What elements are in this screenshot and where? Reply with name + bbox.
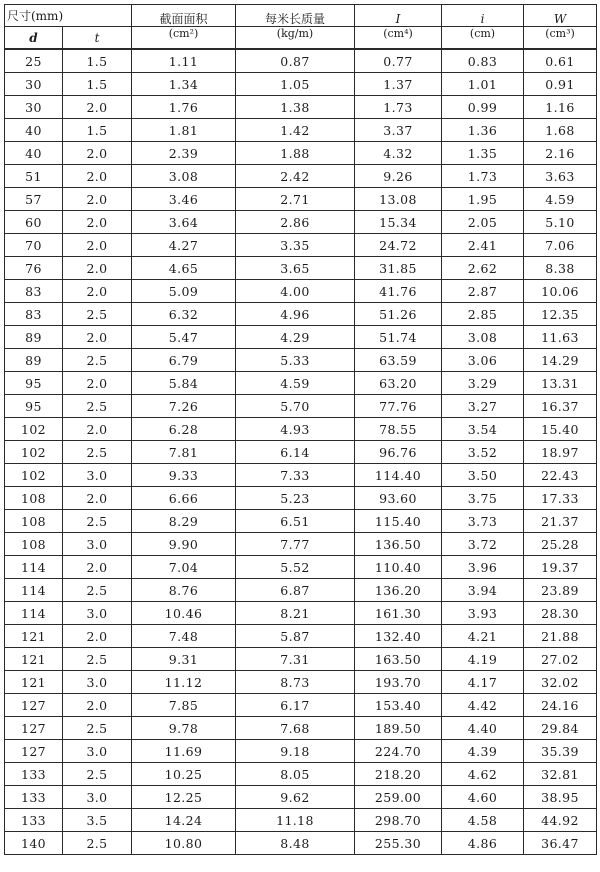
cell-W: 22.43 bbox=[524, 464, 597, 487]
cell-I: 3.37 bbox=[355, 119, 442, 142]
cell-I: 41.76 bbox=[355, 280, 442, 303]
table-row bbox=[5, 464, 597, 487]
cell-i: 0.83 bbox=[442, 49, 524, 73]
cell-mass: 9.62 bbox=[236, 786, 355, 809]
cell-t: 2.0 bbox=[63, 234, 132, 257]
cell-I: 15.34 bbox=[355, 211, 442, 234]
cell-d: 95 bbox=[5, 395, 63, 418]
cell-mass: 8.05 bbox=[236, 763, 355, 786]
cell-I: 136.20 bbox=[355, 579, 442, 602]
table-row bbox=[5, 625, 597, 648]
cell-I: 9.26 bbox=[355, 165, 442, 188]
cell-t: 2.5 bbox=[63, 648, 132, 671]
cell-I: 114.40 bbox=[355, 464, 442, 487]
cell-d: 83 bbox=[5, 303, 63, 326]
cell-mass: 11.18 bbox=[236, 809, 355, 832]
cell-t: 2.5 bbox=[63, 763, 132, 786]
cell-d: 140 bbox=[5, 832, 63, 855]
cell-W: 13.31 bbox=[524, 372, 597, 395]
cell-mass: 1.05 bbox=[236, 73, 355, 96]
cell-W: 19.37 bbox=[524, 556, 597, 579]
cell-i: 4.17 bbox=[442, 671, 524, 694]
cell-mass: 6.14 bbox=[236, 441, 355, 464]
table-row bbox=[5, 648, 597, 671]
cell-t: 2.0 bbox=[63, 326, 132, 349]
table-row bbox=[5, 49, 597, 73]
cell-d: 40 bbox=[5, 142, 63, 165]
cell-t: 2.0 bbox=[63, 418, 132, 441]
cell-area: 5.47 bbox=[132, 326, 236, 349]
cell-t: 2.0 bbox=[63, 372, 132, 395]
cell-t: 2.0 bbox=[63, 257, 132, 280]
cell-area: 6.66 bbox=[132, 487, 236, 510]
table-row bbox=[5, 556, 597, 579]
cell-W: 7.06 bbox=[524, 234, 597, 257]
cell-mass: 4.59 bbox=[236, 372, 355, 395]
cell-t: 2.5 bbox=[63, 303, 132, 326]
cell-area: 5.84 bbox=[132, 372, 236, 395]
mass-header: 每米长质量 bbox=[236, 5, 355, 27]
section-modulus-unit: (cm³) bbox=[524, 27, 597, 50]
cell-mass: 4.93 bbox=[236, 418, 355, 441]
cell-t: 2.5 bbox=[63, 441, 132, 464]
cell-d: 127 bbox=[5, 740, 63, 763]
cell-area: 5.09 bbox=[132, 280, 236, 303]
cell-W: 38.95 bbox=[524, 786, 597, 809]
cell-W: 0.61 bbox=[524, 49, 597, 73]
cell-W: 23.89 bbox=[524, 579, 597, 602]
cell-d: 102 bbox=[5, 441, 63, 464]
cell-W: 16.37 bbox=[524, 395, 597, 418]
table-row bbox=[5, 671, 597, 694]
cell-t: 2.0 bbox=[63, 142, 132, 165]
cell-mass: 1.38 bbox=[236, 96, 355, 119]
cell-t: 2.0 bbox=[63, 188, 132, 211]
cell-W: 1.16 bbox=[524, 96, 597, 119]
cell-t: 2.5 bbox=[63, 579, 132, 602]
cell-W: 8.38 bbox=[524, 257, 597, 280]
cell-d: 60 bbox=[5, 211, 63, 234]
cell-I: 218.20 bbox=[355, 763, 442, 786]
table-row bbox=[5, 602, 597, 625]
table-row bbox=[5, 832, 597, 855]
cell-area: 6.28 bbox=[132, 418, 236, 441]
cell-mass: 7.77 bbox=[236, 533, 355, 556]
cell-W: 21.37 bbox=[524, 510, 597, 533]
cell-area: 6.79 bbox=[132, 349, 236, 372]
cell-mass: 8.73 bbox=[236, 671, 355, 694]
cell-i: 3.72 bbox=[442, 533, 524, 556]
cell-area: 6.32 bbox=[132, 303, 236, 326]
cell-d: 133 bbox=[5, 786, 63, 809]
cell-d: 127 bbox=[5, 717, 63, 740]
cell-I: 132.40 bbox=[355, 625, 442, 648]
cell-I: 93.60 bbox=[355, 487, 442, 510]
cell-I: 161.30 bbox=[355, 602, 442, 625]
cell-W: 4.59 bbox=[524, 188, 597, 211]
cell-i: 4.60 bbox=[442, 786, 524, 809]
cell-i: 2.87 bbox=[442, 280, 524, 303]
cell-area: 7.81 bbox=[132, 441, 236, 464]
cell-d: 25 bbox=[5, 49, 63, 73]
cell-area: 7.85 bbox=[132, 694, 236, 717]
cell-W: 15.40 bbox=[524, 418, 597, 441]
cell-mass: 3.35 bbox=[236, 234, 355, 257]
cell-t: 2.0 bbox=[63, 280, 132, 303]
cell-area: 9.31 bbox=[132, 648, 236, 671]
cell-I: 78.55 bbox=[355, 418, 442, 441]
cell-W: 2.16 bbox=[524, 142, 597, 165]
cell-d: 114 bbox=[5, 579, 63, 602]
cell-I: 259.00 bbox=[355, 786, 442, 809]
cell-mass: 5.23 bbox=[236, 487, 355, 510]
cell-i: 3.08 bbox=[442, 326, 524, 349]
table-row bbox=[5, 234, 597, 257]
cell-d: 108 bbox=[5, 510, 63, 533]
cell-i: 1.36 bbox=[442, 119, 524, 142]
cell-mass: 7.33 bbox=[236, 464, 355, 487]
cell-d: 70 bbox=[5, 234, 63, 257]
cell-i: 3.94 bbox=[442, 579, 524, 602]
cell-i: 4.21 bbox=[442, 625, 524, 648]
cell-mass: 6.51 bbox=[236, 510, 355, 533]
cell-t: 2.5 bbox=[63, 717, 132, 740]
cell-W: 14.29 bbox=[524, 349, 597, 372]
cell-i: 4.40 bbox=[442, 717, 524, 740]
cell-i: 2.05 bbox=[442, 211, 524, 234]
cell-i: 1.35 bbox=[442, 142, 524, 165]
table-row bbox=[5, 395, 597, 418]
cell-d: 95 bbox=[5, 372, 63, 395]
cell-area: 3.46 bbox=[132, 188, 236, 211]
cell-area: 3.64 bbox=[132, 211, 236, 234]
cell-i: 2.41 bbox=[442, 234, 524, 257]
cell-area: 1.76 bbox=[132, 96, 236, 119]
cell-t: 3.0 bbox=[63, 740, 132, 763]
table-row bbox=[5, 142, 597, 165]
cell-mass: 5.70 bbox=[236, 395, 355, 418]
table-row bbox=[5, 119, 597, 142]
cell-mass: 8.21 bbox=[236, 602, 355, 625]
cell-i: 3.29 bbox=[442, 372, 524, 395]
cell-d: 40 bbox=[5, 119, 63, 142]
cell-i: 4.19 bbox=[442, 648, 524, 671]
cell-area: 7.26 bbox=[132, 395, 236, 418]
cell-I: 136.50 bbox=[355, 533, 442, 556]
cell-I: 163.50 bbox=[355, 648, 442, 671]
cell-i: 3.96 bbox=[442, 556, 524, 579]
cell-d: 108 bbox=[5, 487, 63, 510]
moment-of-inertia-header: I bbox=[355, 5, 442, 27]
cell-area: 1.34 bbox=[132, 73, 236, 96]
cell-W: 5.10 bbox=[524, 211, 597, 234]
cell-t: 3.0 bbox=[63, 786, 132, 809]
area-header: 截面面积 bbox=[132, 5, 236, 27]
table-row bbox=[5, 579, 597, 602]
cell-mass: 9.18 bbox=[236, 740, 355, 763]
cell-W: 27.02 bbox=[524, 648, 597, 671]
cell-i: 1.73 bbox=[442, 165, 524, 188]
cell-area: 4.27 bbox=[132, 234, 236, 257]
cell-d: 89 bbox=[5, 326, 63, 349]
cell-I: 1.73 bbox=[355, 96, 442, 119]
table-row bbox=[5, 809, 597, 832]
cell-d: 102 bbox=[5, 464, 63, 487]
cell-t: 3.0 bbox=[63, 533, 132, 556]
cell-t: 2.0 bbox=[63, 211, 132, 234]
cell-W: 11.63 bbox=[524, 326, 597, 349]
cell-d: 30 bbox=[5, 73, 63, 96]
cell-area: 1.11 bbox=[132, 49, 236, 73]
cell-i: 3.27 bbox=[442, 395, 524, 418]
radius-of-gyration-unit: (cm) bbox=[442, 27, 524, 50]
cell-area: 2.39 bbox=[132, 142, 236, 165]
cell-I: 115.40 bbox=[355, 510, 442, 533]
cell-i: 2.62 bbox=[442, 257, 524, 280]
table-header bbox=[5, 5, 597, 50]
cell-area: 8.29 bbox=[132, 510, 236, 533]
cell-d: 133 bbox=[5, 763, 63, 786]
table-body bbox=[5, 49, 597, 855]
cell-I: 0.77 bbox=[355, 49, 442, 73]
table-row bbox=[5, 349, 597, 372]
cell-I: 51.26 bbox=[355, 303, 442, 326]
cell-I: 189.50 bbox=[355, 717, 442, 740]
cell-area: 9.78 bbox=[132, 717, 236, 740]
table-row bbox=[5, 786, 597, 809]
cell-mass: 4.96 bbox=[236, 303, 355, 326]
mass-unit: (kg/m) bbox=[236, 27, 355, 50]
area-unit: (cm²) bbox=[132, 27, 236, 50]
cell-t: 1.5 bbox=[63, 49, 132, 73]
cell-i: 4.86 bbox=[442, 832, 524, 855]
header-row-1 bbox=[5, 5, 597, 27]
cell-d: 114 bbox=[5, 556, 63, 579]
table-row bbox=[5, 257, 597, 280]
cell-W: 18.97 bbox=[524, 441, 597, 464]
diameter-header: d bbox=[5, 27, 63, 50]
table-row bbox=[5, 73, 597, 96]
table-row bbox=[5, 740, 597, 763]
cell-W: 3.63 bbox=[524, 165, 597, 188]
cell-t: 1.5 bbox=[63, 73, 132, 96]
cell-W: 32.02 bbox=[524, 671, 597, 694]
cell-I: 153.40 bbox=[355, 694, 442, 717]
table-row bbox=[5, 694, 597, 717]
cell-I: 63.20 bbox=[355, 372, 442, 395]
cell-I: 1.37 bbox=[355, 73, 442, 96]
table-row bbox=[5, 441, 597, 464]
cell-d: 127 bbox=[5, 694, 63, 717]
cell-t: 2.0 bbox=[63, 556, 132, 579]
cell-mass: 5.87 bbox=[236, 625, 355, 648]
cell-I: 255.30 bbox=[355, 832, 442, 855]
cell-area: 14.24 bbox=[132, 809, 236, 832]
cell-i: 4.42 bbox=[442, 694, 524, 717]
cell-i: 1.01 bbox=[442, 73, 524, 96]
cell-W: 24.16 bbox=[524, 694, 597, 717]
cell-I: 224.70 bbox=[355, 740, 442, 763]
cell-W: 32.81 bbox=[524, 763, 597, 786]
cell-d: 30 bbox=[5, 96, 63, 119]
cell-area: 9.33 bbox=[132, 464, 236, 487]
cell-t: 2.0 bbox=[63, 625, 132, 648]
cell-t: 2.0 bbox=[63, 487, 132, 510]
cell-mass: 7.68 bbox=[236, 717, 355, 740]
cell-mass: 5.52 bbox=[236, 556, 355, 579]
cell-area: 10.80 bbox=[132, 832, 236, 855]
cell-W: 36.47 bbox=[524, 832, 597, 855]
cell-area: 8.76 bbox=[132, 579, 236, 602]
cell-W: 21.88 bbox=[524, 625, 597, 648]
cell-t: 2.5 bbox=[63, 395, 132, 418]
cell-mass: 2.86 bbox=[236, 211, 355, 234]
cell-i: 4.58 bbox=[442, 809, 524, 832]
thickness-header: t bbox=[63, 27, 132, 50]
cell-area: 3.08 bbox=[132, 165, 236, 188]
cell-I: 24.72 bbox=[355, 234, 442, 257]
cell-t: 3.0 bbox=[63, 671, 132, 694]
header-row-2 bbox=[5, 27, 597, 50]
cell-i: 3.75 bbox=[442, 487, 524, 510]
cell-area: 10.46 bbox=[132, 602, 236, 625]
table-row bbox=[5, 487, 597, 510]
cell-d: 121 bbox=[5, 671, 63, 694]
table-row bbox=[5, 533, 597, 556]
table-row bbox=[5, 717, 597, 740]
table-row bbox=[5, 165, 597, 188]
cell-mass: 5.33 bbox=[236, 349, 355, 372]
cell-W: 44.92 bbox=[524, 809, 597, 832]
cell-i: 3.73 bbox=[442, 510, 524, 533]
cell-i: 3.93 bbox=[442, 602, 524, 625]
cell-mass: 7.31 bbox=[236, 648, 355, 671]
table-row bbox=[5, 510, 597, 533]
table-row bbox=[5, 96, 597, 119]
cell-I: 110.40 bbox=[355, 556, 442, 579]
cell-i: 3.54 bbox=[442, 418, 524, 441]
cell-area: 11.69 bbox=[132, 740, 236, 763]
cell-area: 10.25 bbox=[132, 763, 236, 786]
cell-mass: 2.71 bbox=[236, 188, 355, 211]
table-row bbox=[5, 280, 597, 303]
cell-I: 63.59 bbox=[355, 349, 442, 372]
cell-area: 7.04 bbox=[132, 556, 236, 579]
moment-of-inertia-unit: (cm⁴) bbox=[355, 27, 442, 50]
cell-W: 17.33 bbox=[524, 487, 597, 510]
cell-d: 51 bbox=[5, 165, 63, 188]
cell-mass: 1.88 bbox=[236, 142, 355, 165]
cell-I: 4.32 bbox=[355, 142, 442, 165]
cell-t: 3.5 bbox=[63, 809, 132, 832]
cell-i: 4.62 bbox=[442, 763, 524, 786]
cell-mass: 1.42 bbox=[236, 119, 355, 142]
cell-I: 51.74 bbox=[355, 326, 442, 349]
cell-t: 2.5 bbox=[63, 510, 132, 533]
cell-W: 10.06 bbox=[524, 280, 597, 303]
cell-W: 0.91 bbox=[524, 73, 597, 96]
tube-properties-table-container bbox=[4, 4, 596, 855]
cell-area: 1.81 bbox=[132, 119, 236, 142]
cell-t: 2.5 bbox=[63, 349, 132, 372]
cell-t: 2.5 bbox=[63, 832, 132, 855]
cell-t: 1.5 bbox=[63, 119, 132, 142]
tube-properties-table bbox=[4, 4, 597, 855]
cell-t: 2.0 bbox=[63, 165, 132, 188]
cell-I: 13.08 bbox=[355, 188, 442, 211]
table-row bbox=[5, 372, 597, 395]
cell-i: 2.85 bbox=[442, 303, 524, 326]
cell-area: 11.12 bbox=[132, 671, 236, 694]
cell-t: 3.0 bbox=[63, 464, 132, 487]
table-row bbox=[5, 418, 597, 441]
cell-I: 298.70 bbox=[355, 809, 442, 832]
cell-d: 114 bbox=[5, 602, 63, 625]
cell-area: 4.65 bbox=[132, 257, 236, 280]
cell-mass: 3.65 bbox=[236, 257, 355, 280]
cell-i: 0.99 bbox=[442, 96, 524, 119]
cell-d: 102 bbox=[5, 418, 63, 441]
cell-mass: 4.00 bbox=[236, 280, 355, 303]
cell-area: 7.48 bbox=[132, 625, 236, 648]
cell-I: 77.76 bbox=[355, 395, 442, 418]
cell-d: 133 bbox=[5, 809, 63, 832]
cell-d: 89 bbox=[5, 349, 63, 372]
radius-of-gyration-header: i bbox=[442, 5, 524, 27]
cell-W: 28.30 bbox=[524, 602, 597, 625]
cell-W: 35.39 bbox=[524, 740, 597, 763]
table-row bbox=[5, 303, 597, 326]
cell-mass: 2.42 bbox=[236, 165, 355, 188]
cell-t: 2.0 bbox=[63, 96, 132, 119]
cell-mass: 8.48 bbox=[236, 832, 355, 855]
cell-d: 57 bbox=[5, 188, 63, 211]
table-row bbox=[5, 188, 597, 211]
cell-i: 3.52 bbox=[442, 441, 524, 464]
cell-area: 9.90 bbox=[132, 533, 236, 556]
cell-d: 108 bbox=[5, 533, 63, 556]
cell-W: 1.68 bbox=[524, 119, 597, 142]
cell-i: 3.06 bbox=[442, 349, 524, 372]
cell-mass: 4.29 bbox=[236, 326, 355, 349]
cell-t: 3.0 bbox=[63, 602, 132, 625]
cell-t: 2.0 bbox=[63, 694, 132, 717]
cell-d: 76 bbox=[5, 257, 63, 280]
cell-I: 31.85 bbox=[355, 257, 442, 280]
cell-W: 25.28 bbox=[524, 533, 597, 556]
cell-i: 4.39 bbox=[442, 740, 524, 763]
cell-I: 96.76 bbox=[355, 441, 442, 464]
table-row bbox=[5, 211, 597, 234]
cell-W: 12.35 bbox=[524, 303, 597, 326]
cell-mass: 6.87 bbox=[236, 579, 355, 602]
section-modulus-header: W bbox=[524, 5, 597, 27]
table-row bbox=[5, 763, 597, 786]
cell-mass: 6.17 bbox=[236, 694, 355, 717]
cell-d: 121 bbox=[5, 648, 63, 671]
cell-d: 121 bbox=[5, 625, 63, 648]
size-header: 尺寸(mm) bbox=[5, 5, 132, 27]
cell-mass: 0.87 bbox=[236, 49, 355, 73]
cell-W: 29.84 bbox=[524, 717, 597, 740]
cell-d: 83 bbox=[5, 280, 63, 303]
cell-i: 3.50 bbox=[442, 464, 524, 487]
cell-I: 193.70 bbox=[355, 671, 442, 694]
cell-area: 12.25 bbox=[132, 786, 236, 809]
table-row bbox=[5, 326, 597, 349]
cell-i: 1.95 bbox=[442, 188, 524, 211]
